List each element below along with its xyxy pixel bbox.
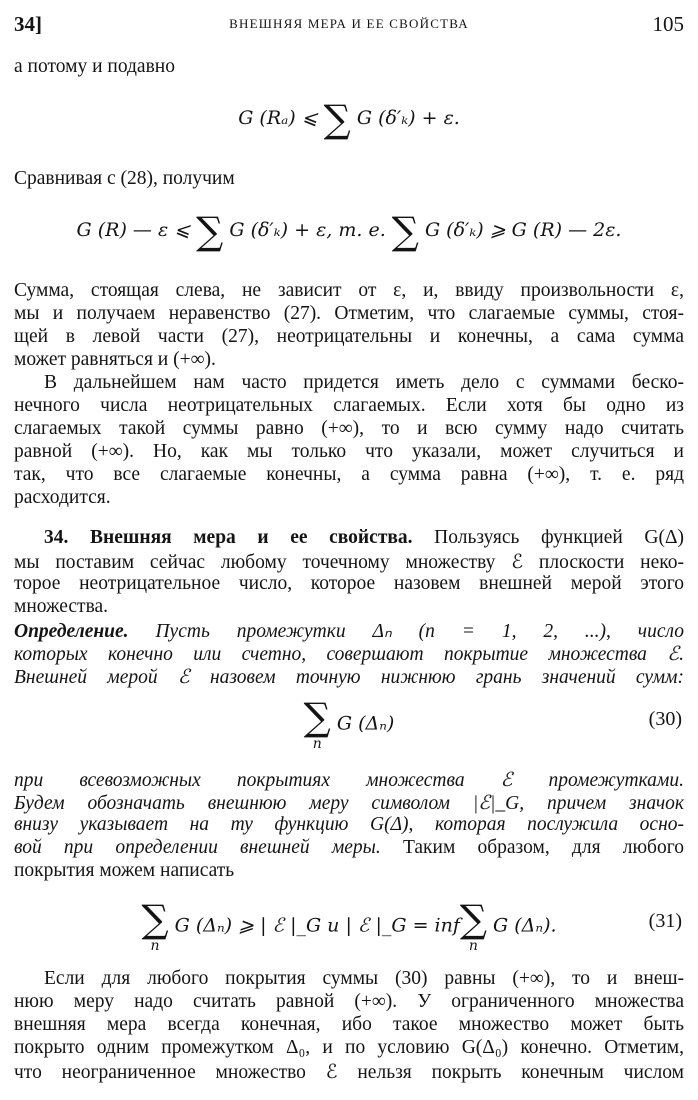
equation-number: (31) (648, 910, 682, 932)
sum-symbol: ∑ (303, 695, 331, 739)
sum-symbol: ∑ (459, 897, 488, 941)
text-line: а потому и подавно (14, 56, 175, 77)
sum-with-index (303, 695, 331, 752)
text-line: что неограниченное множество ℰ нельзя покрыть конечным числом (14, 1062, 684, 1083)
sum-symbol: ∑ (391, 209, 419, 253)
text-line: В дальнейшем нам часто придется иметь дело с суммами беско- (44, 372, 684, 393)
text-line: Если для любого покрытия суммы (30) равны (+∞), то и внеш- (44, 968, 684, 989)
text-span: Таким образом, для любого (380, 837, 684, 858)
formula-part: G (δ′ₖ) ⩾ G (R) — 2ε. (418, 219, 622, 241)
text-line: покрыто одним промежутком Δ₀, и по условию G(Δ₀) конечно. Отметим, (14, 1037, 684, 1058)
page-header (14, 12, 684, 42)
sum-index: n (312, 736, 322, 752)
section-number: 34] (14, 12, 42, 36)
definition-line: Внешней мерой ℰ назовем точную нижнюю грань значений сумм: (14, 667, 684, 688)
sum-symbol: ∑ (141, 897, 169, 941)
formula-part: G (δ′ₖ) + ε. (350, 107, 460, 129)
sum-with-index (141, 897, 169, 954)
formula-part: G (Δₙ) (330, 712, 395, 735)
text-line: при всевозможных покрытиях множества ℰ промежутками. (14, 770, 684, 791)
text-line: равной (+∞). Но, как мы только что указали, может случиться и (14, 441, 684, 462)
sum-index: n (468, 938, 478, 954)
text-line: может равняться и (+∞). (14, 349, 216, 370)
running-title: ВНЕШНЯЯ МЕРА И ЕЕ СВОЙСТВА (229, 16, 469, 31)
definition-line (14, 619, 684, 643)
page-number: 105 (652, 12, 684, 36)
equation-number: (30) (648, 708, 682, 730)
text-line: мы поставим сейчас любому точечному множеству ℰ плоскости неко- (14, 552, 684, 573)
sum-with-index (459, 897, 488, 954)
text-line: Сумма, стоящая слева, не зависит от ε, и, ввиду произвольности ε, (14, 280, 684, 301)
text-line: слагаемых такой суммы равно (+∞), то и всю сумму надо считать (14, 418, 684, 439)
text-span: Пользуясь функцией G(Δ) (412, 527, 685, 548)
text-line: мы и получаем неравенство (27). Отметим, что слагаемые суммы, стоя- (14, 303, 684, 324)
text-line (14, 837, 684, 859)
definition-heading: Определение. (14, 621, 129, 642)
text-line: нечного числа неотрицательных слагаемых. Если хотя бы одно из (14, 395, 684, 416)
text-line: покрытия можем написать (14, 860, 235, 881)
section-heading: 34. Внешняя мера и ее свойства. (44, 527, 413, 548)
text-line: так, что все слагаемые конечны, а сумма равна (+∞), т. е. ряд (14, 464, 684, 485)
text-line: Будем обозначать внешнюю меру символом |ℰ|_G, причем значок (14, 793, 684, 814)
formula-part: G (Δₙ). (487, 914, 557, 937)
sum-index: n (150, 938, 160, 954)
text-line: расходится. (14, 487, 111, 508)
sum-symbol: ∑ (323, 97, 351, 141)
text-line: внизу указывает на ту функцию G(Δ), которая послужила осно- (14, 814, 684, 835)
formula-1 (0, 97, 698, 141)
text-span: Пусть промежутки Δₙ (n = 1, 2, ...), число (128, 621, 684, 642)
text-span: вой при определении внешней меры. (14, 837, 381, 858)
formula-2 (0, 209, 698, 253)
formula-part: G (δ′ₖ) + ε, т. е. (223, 219, 392, 241)
formula-30 (0, 695, 698, 752)
text-line: торое неотрицательное число, которое назовем внешней мерой этого (14, 573, 684, 594)
text-line: щей в левой части (27), неотрицательны и конечны, а сама сумма (14, 326, 684, 347)
text-line: Сравнивая с (28), получим (14, 168, 235, 189)
definition-line: которых конечно или счетно, совершают покрытие множества ℰ. (14, 644, 684, 665)
text-line: нюю меру надо считать равной (+∞). У ограниченного множества (14, 991, 684, 1012)
sum-symbol: ∑ (196, 209, 224, 253)
formula-31 (0, 897, 698, 954)
text-line: множества. (14, 596, 109, 617)
formula-part: G (Rₐ) ⩽ (238, 107, 324, 129)
formula-part: G (R) — ε ⩽ (76, 219, 197, 241)
text-line: внешняя мера всегда конечная, ибо такое множество может быть (14, 1014, 684, 1035)
section-heading-line (44, 527, 684, 549)
formula-part: G (Δₙ) ⩾ | ℰ |_G и | ℰ |_G = inf (168, 914, 460, 937)
